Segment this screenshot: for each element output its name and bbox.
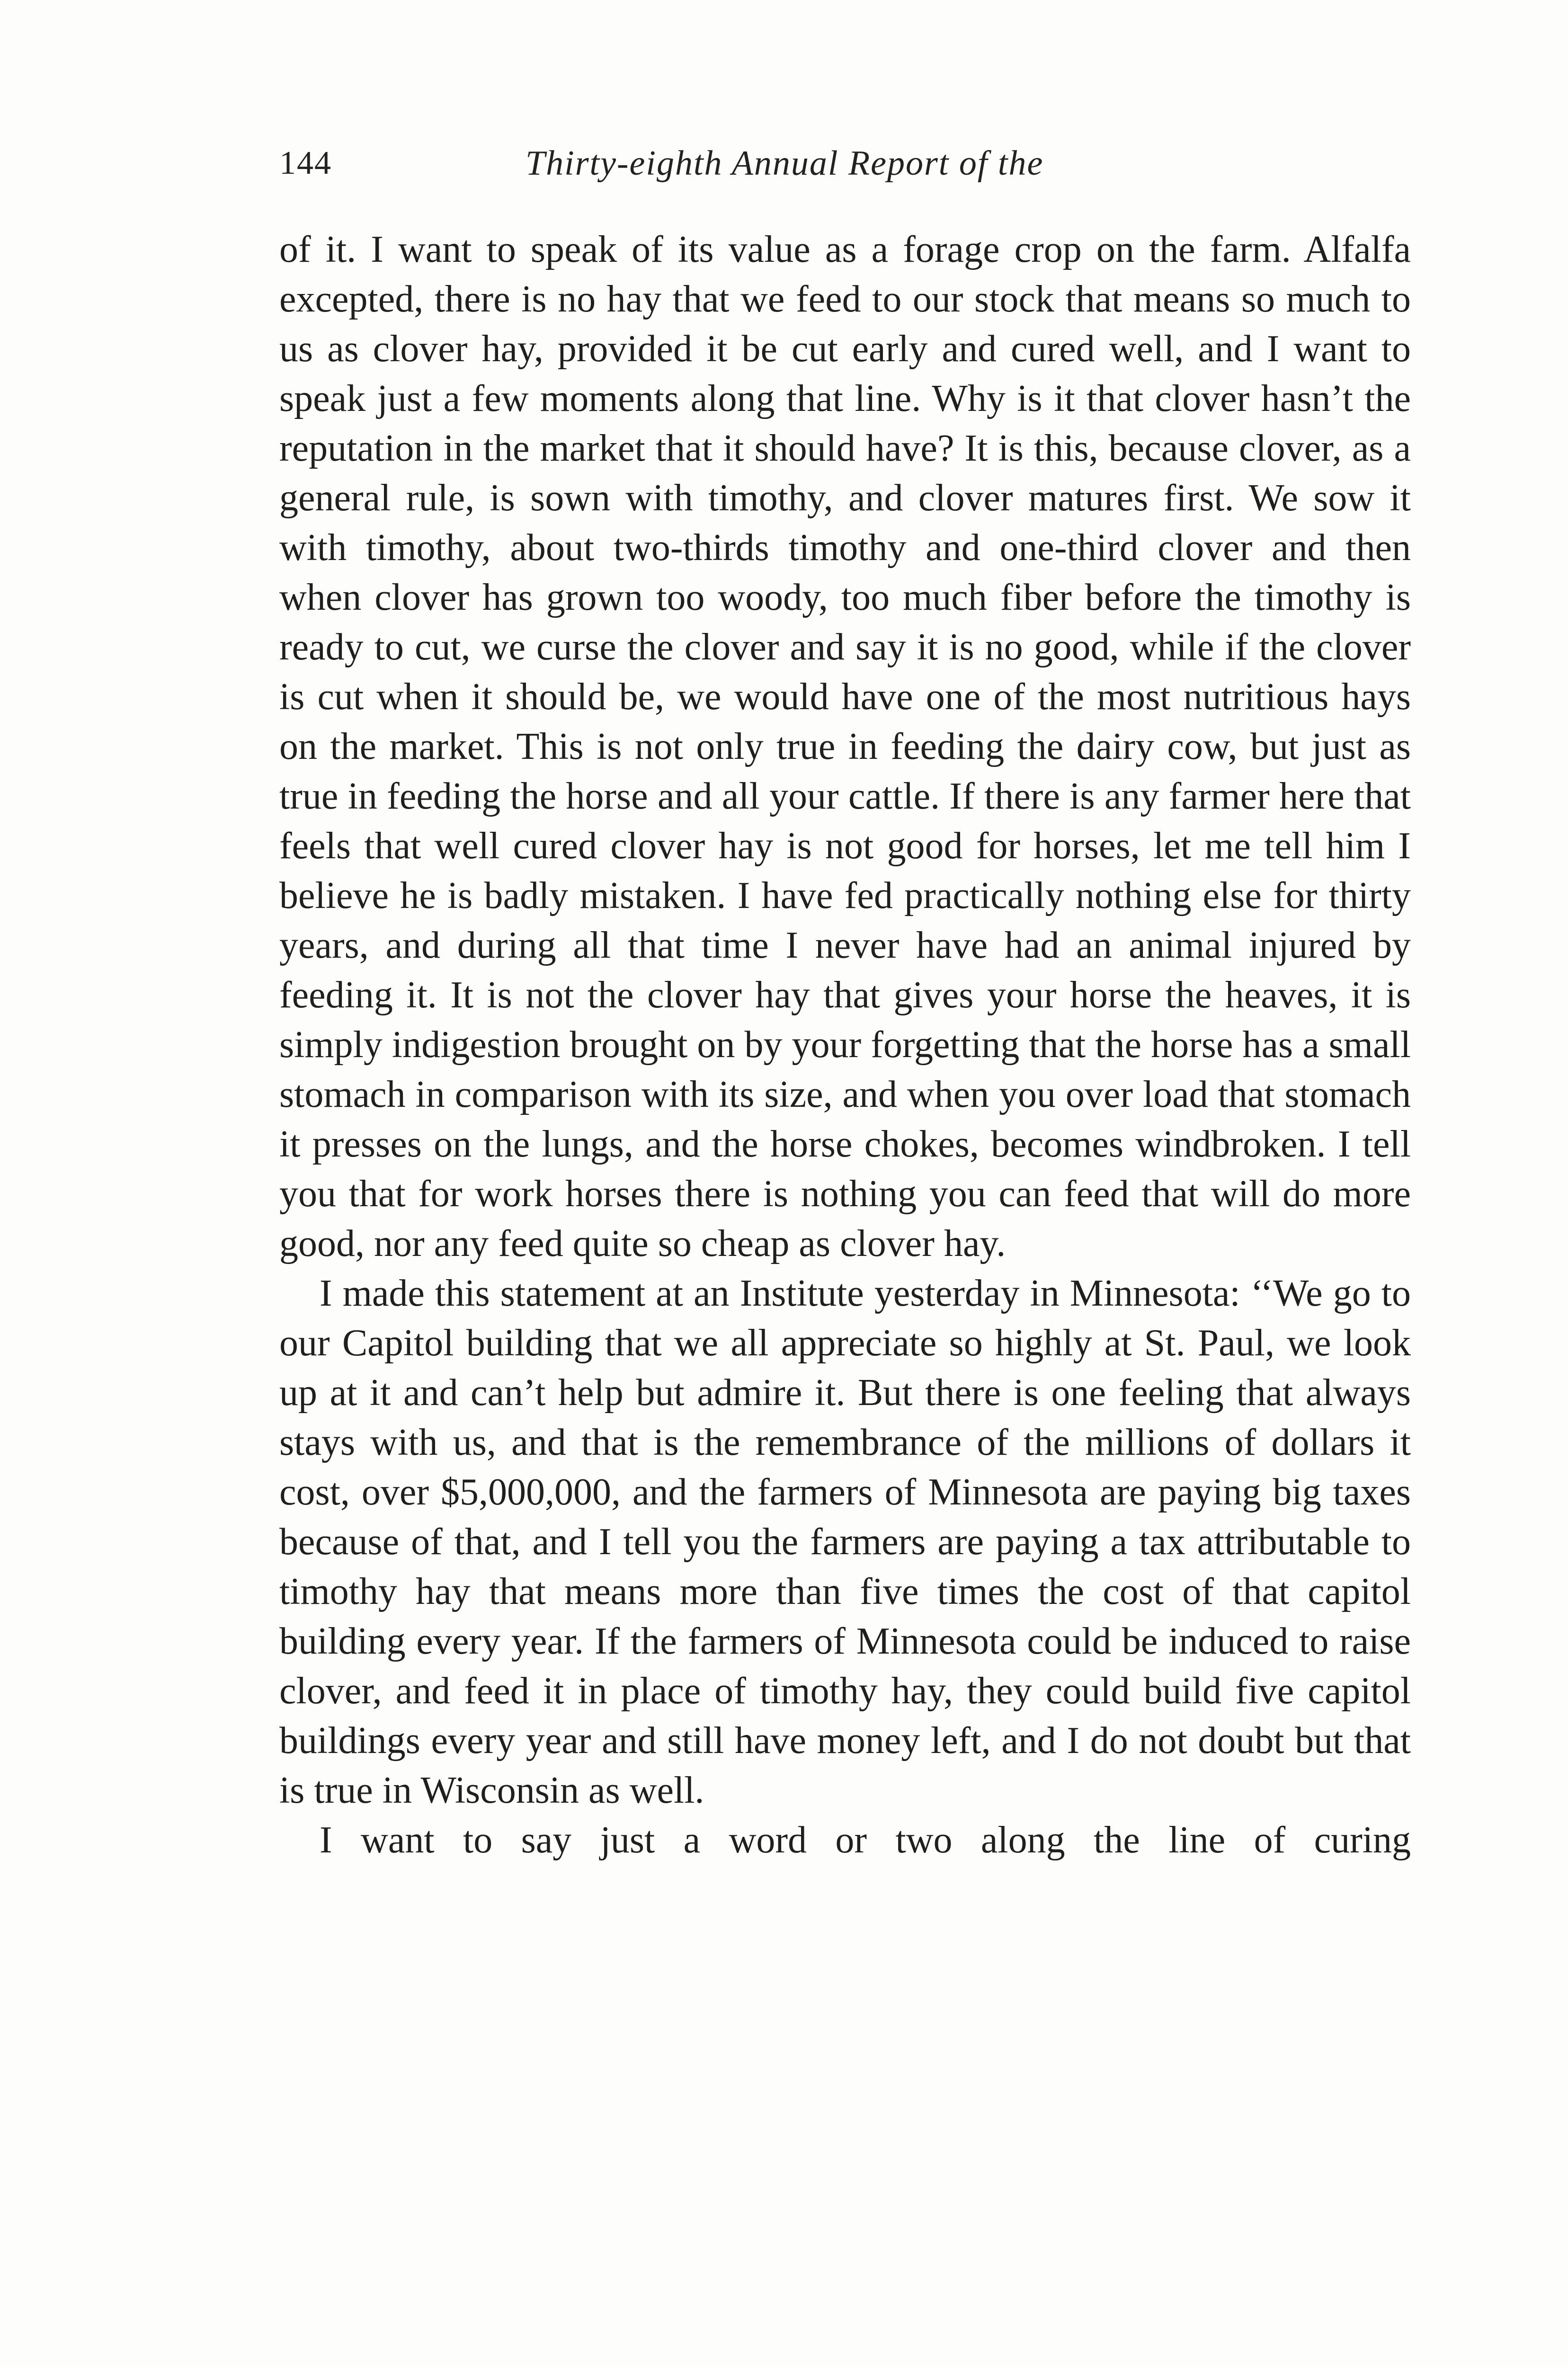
running-title: Thirty-eighth Annual Report of the	[526, 144, 1044, 183]
page-number: 144	[279, 145, 332, 181]
body-text	[279, 225, 1411, 1865]
paragraph-continued: of it. I want to speak of its value as a forage crop on the farm. Alfalfa excepted, there is no hay that we feed to our stock that means so much to us as clover hay, provided it be cut early and cured well, and I want to speak just a few moments along that line. Why is it that clover hasn’t the reputation in the market that it should have? It is this, because clover, as a general rule, is sown with timothy, and clover matures first. We sow it with timothy, about two-thirds timothy and one-third clover and then when clover has grown too woody, too much fiber before the timothy is ready to cut, we curse the clover and say it is no good, while if the clover is cut when it should be, we would have one of the most nutritious hays on the market. This is not only true in feeding the dairy cow, but just as true in feeding the horse and all your cattle. If there is any farmer here that feels that well cured clover hay is not good for horses, let me tell him I believe he is badly mistaken. I have fed practically nothing else for thirty years, and during all that time I never have had an animal injured by feeding it. It is not the clover hay that gives your horse the heaves, it is simply indigestion brought on by your forgetting that the horse has a small stomach in comparison with its size, and when you over load that stomach it presses on the lungs, and the horse chokes, becomes windbroken. I tell you that for work horses there is nothing you can feed that will do more good, nor any feed quite so cheap as clover hay.	[279, 229, 1411, 1264]
page-header	[279, 137, 1411, 189]
paragraph-curing: I want to say just a word or two along the line of curing	[320, 1819, 1411, 1861]
paragraph-minnesota-statement: I made this statement at an Institute yesterday in Minnesota: ‘‘We go to our Capitol building that we all appreciate so highly at St. Paul, we look up at it and can’t help but admire it. But there is one feeling that always stays with us, and that is the remembrance of the millions of dollars it cost, over $5,000,000, and the farmers of Minnesota are paying big taxes because of that, and I tell you the farmers are paying a tax attributable to timothy hay that means more than five times the cost of that capitol building every year. If the farmers of Minnesota could be induced to raise clover, and feed it in place of timothy hay, they could build five capitol buildings every year and still have money left, and I do not doubt but that is true in Wisconsin as well.	[279, 1272, 1411, 1811]
